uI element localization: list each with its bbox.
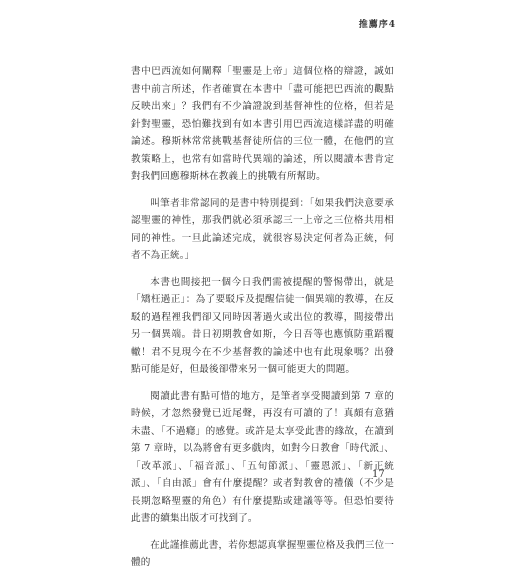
paragraph: 書中巴西流如何闡釋「聖靈是上帝」這個位格的辯證，誠如書中前言所述，作者確實在本書中「盡可能把巴西流的觀點反映出來」？我們有不少論證說到基督神性的位格，但若是針對聖靈，恐怕難找到有如本書引用巴西流這樣詳盡的明確論述。穆斯林常常挑戰基督徒所信的三位一體，在他們的宣教策略上，也常有如當時代異端的論述，所以閱讀本書肯定對我們回應穆斯林在教義上的挑戰有所幫助。 [131, 66, 394, 182]
running-header: 推薦序4 [358, 20, 396, 30]
paragraph: 叫筆者非常認同的是書中特別提到：「如果我們決意要承認聖靈的神性，那我們就必須承認三一上帝之三位格共用相同的神性。一旦此論述完成，就很容易決定何者為正統，何者不為正統。」 [131, 197, 394, 261]
paragraph: 本書也間接把一個今日我們需被提醒的警惕帶出，就是「矯枉過正」：為了要駁斥及提醒信徒一個異端的教導，在反駁的過程裡我們卻又同時因著過火或出位的教導，間接帶出另一個異端。昔日初期教會如斯，今日吾等也應慎防重蹈覆轍！君不見現今在不少基督教的論述中也有此現象嗎？出發點可能是好，但最後卻帶來另一個可能更大的問題。 [131, 276, 394, 375]
body-text [131, 63, 394, 581]
paragraph: 在此謹推薦此書，若你想認真掌握聖靈位格及我們三位一體的 [131, 539, 394, 568]
page-number: 17 [372, 469, 385, 480]
paragraph: 閱讀此書有點可惜的地方，是筆者享受閱讀到第 7 章的時候，才忽然發覺已近尾聲，再沒有可讀的了！真頗有意猶未盡、「不過癮」的感覺。或許是太享受此書的緣故，在讀到第 7 章時，以為將會有更多戲肉，如對今日教會「時代派」、「改革派」、「福音派」、「五旬節派」、「靈恩派」、「新正統派」、「自由派」會有什麼提醒？或者對教會的禮儀（不少是長期忽略聖靈的角色）有什麼提點或建議等等。但恐怕要待此書的續集出版才可找到了。 [131, 390, 394, 524]
